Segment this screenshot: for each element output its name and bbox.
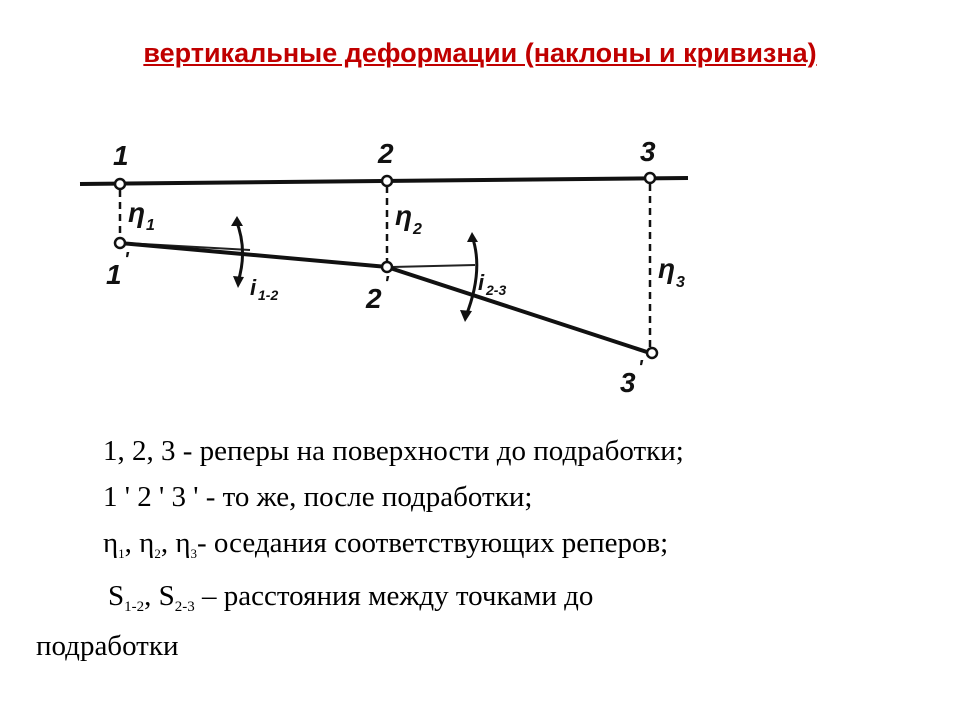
benchmark-2-after (382, 262, 392, 272)
legend-line-4: $S_{1-2}$, $S_{2-3}$ – расстояния между точками до (108, 580, 594, 615)
legend-primed-marks: 1 ' 2 ' 3 ' (103, 481, 199, 513)
benchmark-3-after (647, 348, 657, 358)
legend-line-4-text: – расстояния между точками до (194, 580, 594, 612)
slope-2-3-symbol: i (478, 270, 485, 295)
label-point-3-after: 3 (620, 367, 636, 398)
angle-arc-1-2 (236, 220, 243, 282)
legend-line-5: подработки (36, 630, 179, 662)
angle-arrow-1-2-bottom (233, 276, 244, 288)
eta-1-subscript: 1 (146, 217, 155, 234)
benchmark-1 (115, 179, 125, 189)
angle-arc-2-3 (466, 236, 477, 316)
slope-1-2-subscript: 1-2 (258, 287, 279, 303)
label-point-3: 3 (640, 136, 656, 167)
eta-1-symbol: η (128, 197, 146, 228)
legend-line-1: 1, 2, 3 - реперы на поверхности до подработки; (103, 435, 684, 467)
label-point-1-after: 1 (106, 259, 122, 290)
angle-arrow-2-3 (467, 232, 478, 242)
eta-2-subscript: 2 (413, 221, 422, 238)
label-point-2: 2 (378, 138, 394, 169)
surface-line-after-1-2 (120, 243, 387, 267)
eta-3-subscript: 3 (676, 274, 685, 291)
legend-line-2-text: - то же, после подработки; (198, 481, 533, 513)
label-point-2-after: 2 (366, 283, 382, 314)
benchmark-3 (645, 173, 655, 183)
label-point-1: 1 (113, 140, 129, 171)
prime-2: ' (384, 273, 389, 295)
eta-2-symbol: η (395, 200, 413, 231)
eta-3-symbol: η (658, 253, 676, 284)
legend-line-3-text: - оседания соответствующих реперов; (197, 527, 669, 559)
slope-reference-2-3 (392, 265, 475, 267)
legend-line-2 (103, 481, 532, 514)
slope-2-3-subscript: 2-3 (486, 282, 507, 298)
angle-arrow-1-2 (231, 216, 243, 226)
surface-line-after-2-3 (387, 267, 650, 353)
slope-1-2-symbol: i (250, 275, 257, 300)
prime-3: ' (638, 357, 643, 379)
angle-arrow-2-3-bottom (460, 310, 472, 322)
slide-title: вертикальные деформации (наклоны и кривизна) (143, 38, 817, 68)
benchmark-2 (382, 176, 392, 186)
benchmark-1-after (115, 238, 125, 248)
legend-line-3: $\eta_1$, $\eta_2$, $\eta_3-$ оседания соответствующих реперов; (103, 527, 669, 561)
prime-1: ' (124, 249, 129, 271)
